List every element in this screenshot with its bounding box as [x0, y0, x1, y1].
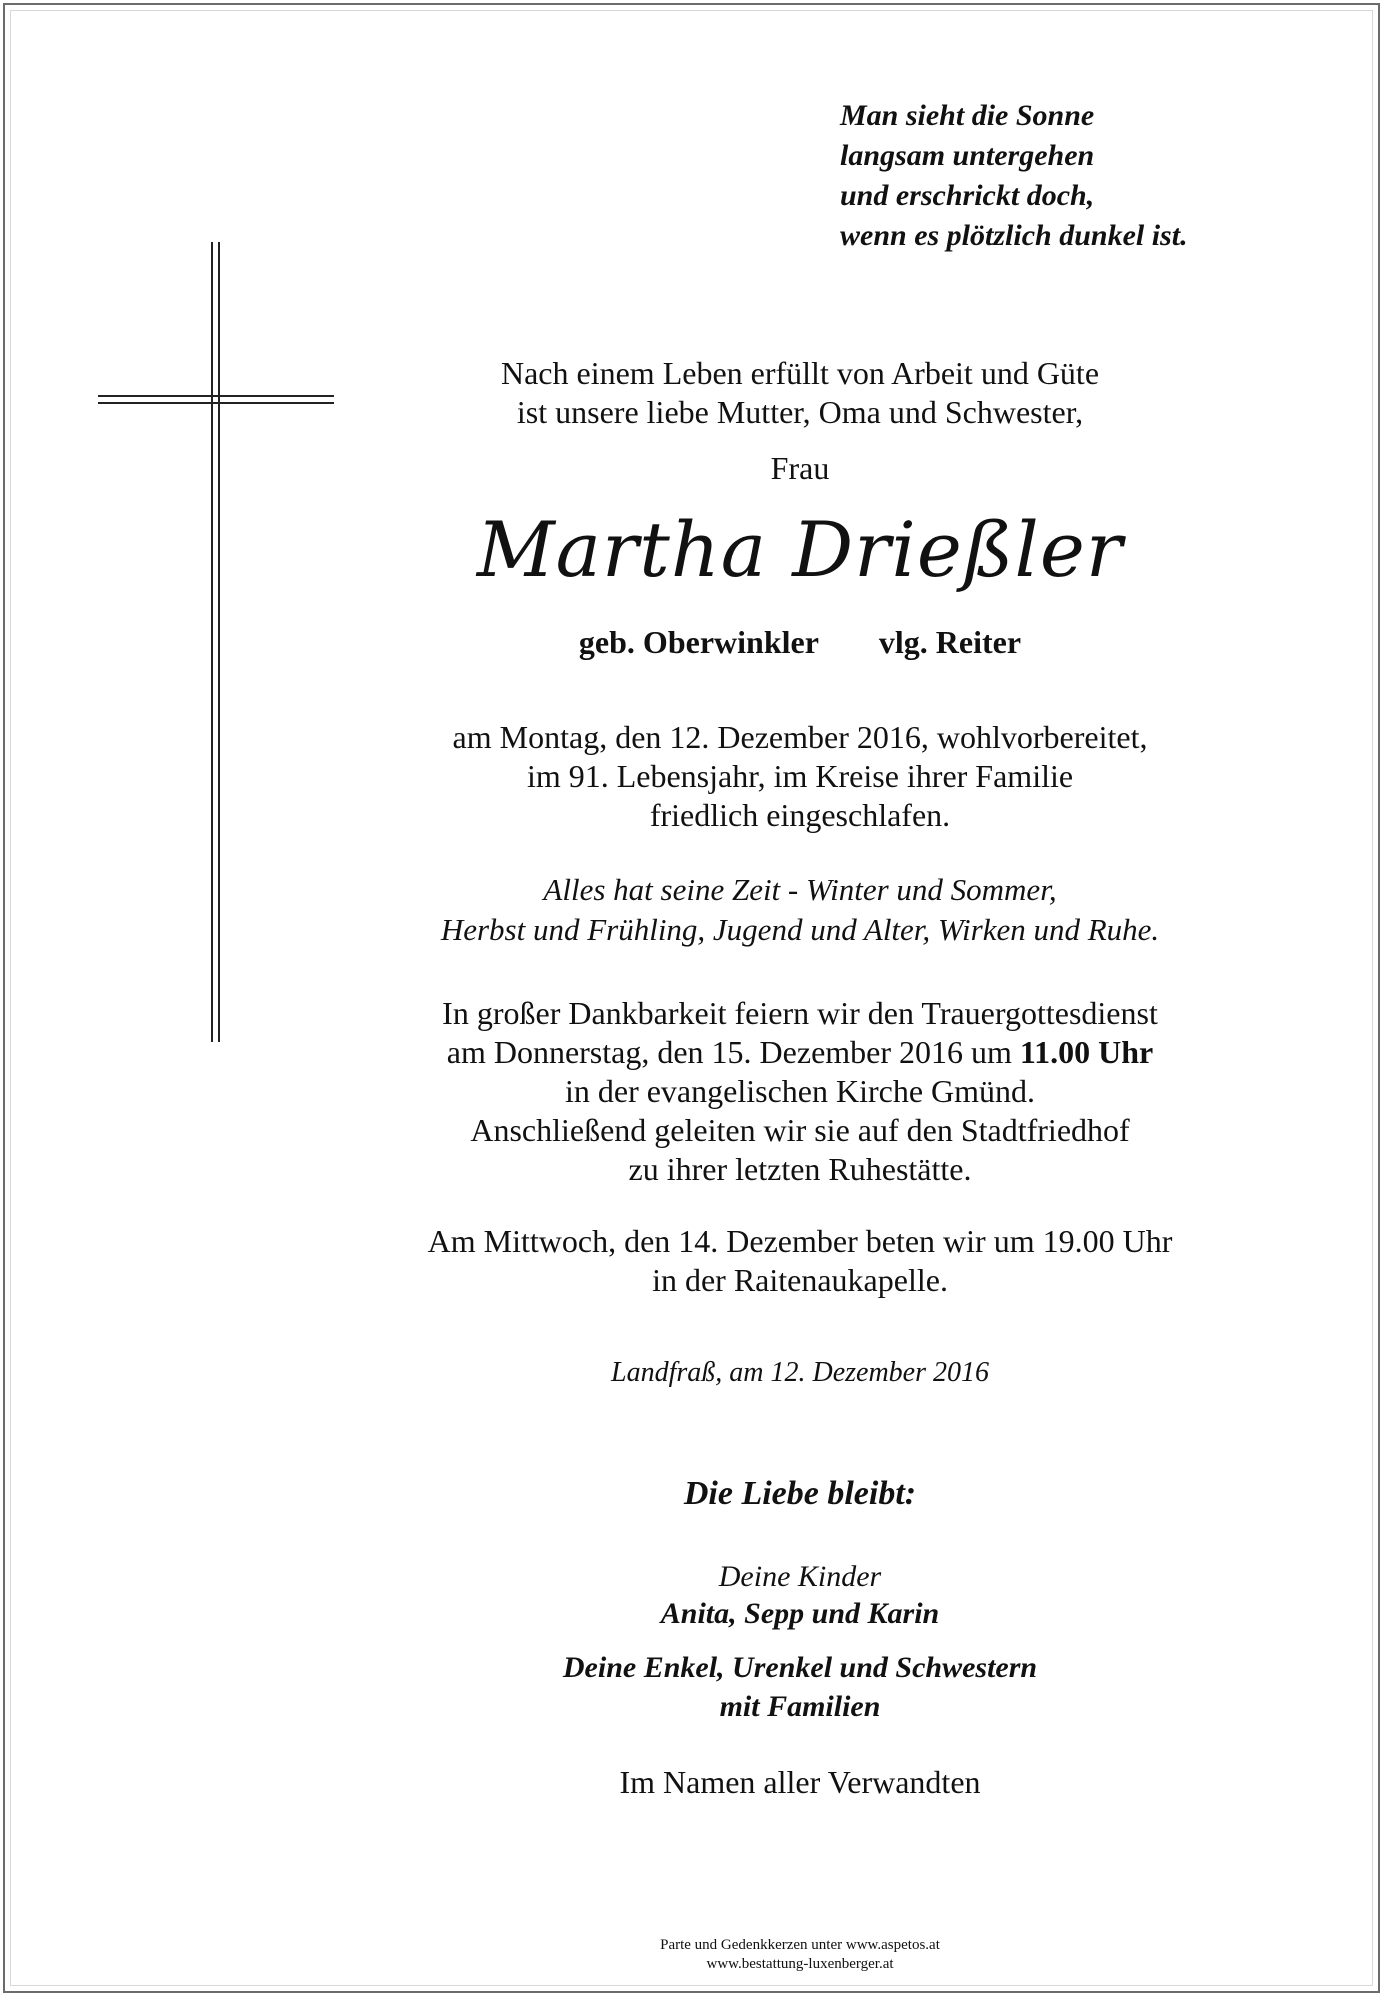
relatives-line: Im Namen aller Verwandten: [619, 1764, 981, 1800]
scripture-quote: [350, 870, 1250, 950]
children-names: Anita, Sepp und Karin: [660, 1597, 940, 1630]
intro-line: Nach einem Leben erfüllt von Arbeit und Güte: [500, 355, 1100, 391]
death-line: friedlich eingeschlafen.: [649, 797, 951, 833]
footer-line: Parte und Gedenkkerzen unter www.aspetos.at: [660, 1937, 940, 1953]
scripture-line: Herbst und Frühling, Jugend und Alter, Wirken und Ruhe.: [440, 912, 1160, 947]
footer-line: www.bestattung-luxenberger.at: [706, 1956, 894, 1972]
service-line: In großer Dankbarkeit feiern wir den Trauergottesdienst: [442, 995, 1158, 1031]
service-line: Anschließend geleiten wir sie auf den Stadtfriedhof: [470, 1112, 1130, 1148]
cross-horizontal-line: [98, 402, 334, 404]
death-line: im 91. Lebensjahr, im Kreise ihrer Familie: [526, 758, 1074, 794]
motto-line: Man sieht die Sonne: [840, 99, 1095, 132]
prayer-line: Am Mittwoch, den 14. Dezember beten wir um 19.00 Uhr: [427, 1223, 1173, 1259]
death-announcement: [350, 718, 1250, 835]
service-line: [350, 1033, 1250, 1072]
intro-line: ist unsere liebe Mutter, Oma und Schwester,: [516, 394, 1084, 430]
birth-name: geb. Oberwinkler: [578, 624, 819, 660]
scripture-line: Alles hat seine Zeit - Winter und Sommer,: [543, 872, 1057, 907]
death-line: am Montag, den 12. Dezember 2016, wohlvorbereitet,: [452, 719, 1148, 755]
vulgo-name: vlg. Reiter: [878, 624, 1022, 660]
grandchildren-line: mit Familien: [719, 1690, 881, 1723]
motto-line: und erschrickt doch,: [840, 179, 1095, 212]
prayer-line: in der Raitenaukapelle.: [652, 1262, 948, 1298]
service-date: am Donnerstag, den 15. Dezember 2016 um: [446, 1034, 1012, 1070]
maiden-name-row: [350, 622, 1250, 662]
cross-vertical-line: [211, 242, 213, 1042]
cross-horizontal-line: [98, 395, 334, 397]
place-and-date: Landfraß, am 12. Dezember 2016: [611, 1357, 989, 1388]
salutation: Frau: [770, 450, 830, 486]
children-label: Deine Kinder: [718, 1560, 882, 1593]
motto-line: wenn es plötzlich dunkel ist.: [840, 219, 1188, 252]
intro-text: [350, 354, 1250, 432]
service-line: in der evangelischen Kirche Gmünd.: [564, 1073, 1036, 1109]
service-line: zu ihrer letzten Ruhestätte.: [628, 1151, 972, 1187]
motto-line: langsam untergehen: [840, 139, 1095, 172]
grandchildren-block: [350, 1648, 1250, 1726]
footer: [350, 1936, 1250, 1974]
mourners-heading: Die Liebe bleibt:: [683, 1475, 917, 1512]
cross-vertical-line: [218, 242, 220, 1042]
prayer-announcement: [350, 1222, 1250, 1300]
funeral-service: [350, 994, 1250, 1189]
service-time: 11.00 Uhr: [1019, 1034, 1154, 1070]
deceased-name: Martha Drießler: [476, 505, 1124, 594]
grandchildren-line: Deine Enkel, Urenkel und Schwestern: [562, 1651, 1038, 1684]
motto-verse: [840, 96, 1360, 256]
